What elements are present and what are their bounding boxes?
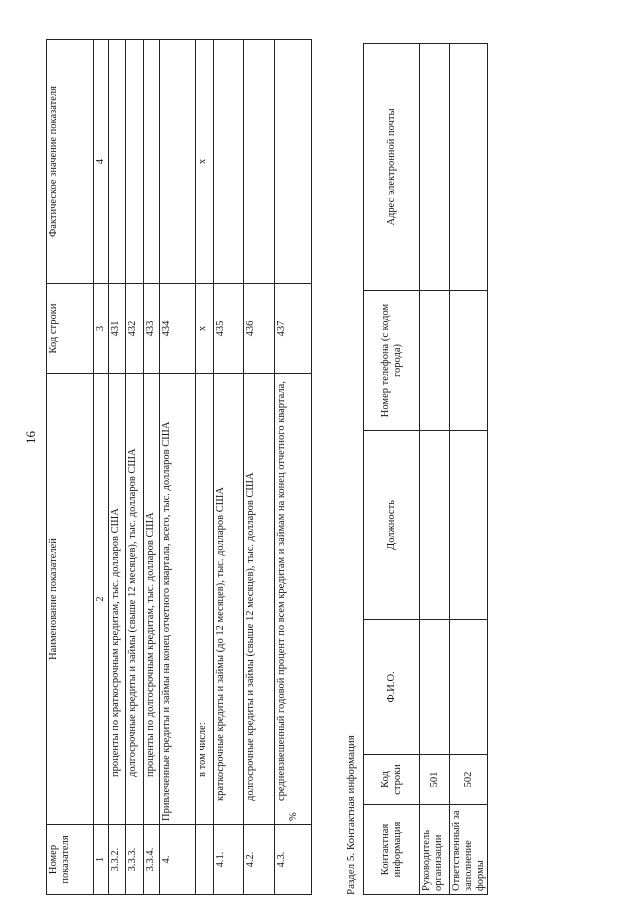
indicator-name-cell: долгосрочные кредиты и займы (свыше 12 месяцев), тыс. долларов США xyxy=(243,374,274,825)
phone-cell xyxy=(420,291,450,431)
rotated-content xyxy=(46,40,526,895)
indicator-name-cell: краткосрочные кредиты и займы (до 12 месяцев), тыс. долларов США xyxy=(213,374,243,825)
line-code-cell: 437 xyxy=(274,284,311,374)
table-row xyxy=(125,40,143,895)
section-title: Раздел 5. Контактная информация xyxy=(345,735,357,895)
position-cell xyxy=(450,431,488,620)
column-numbering-row xyxy=(94,40,109,895)
line-code-cell: 502 xyxy=(450,755,488,805)
indicator-number-cell: 3.3.3. xyxy=(125,825,143,895)
email-cell xyxy=(450,44,488,291)
indicators-table xyxy=(46,39,312,895)
actual-value-cell xyxy=(243,40,274,284)
line-code-cell: 431 xyxy=(108,284,125,374)
line-code-cell: 432 xyxy=(125,284,143,374)
column-number: 3 xyxy=(94,284,109,374)
line-code-cell: 434 xyxy=(159,284,195,374)
line-code-cell: 435 xyxy=(213,284,243,374)
indicator-number-cell: 4.3. xyxy=(274,825,311,895)
actual-value-cell: x xyxy=(195,40,213,284)
column-number: 1 xyxy=(94,825,109,895)
line-code-cell: 501 xyxy=(420,755,450,805)
page-number: 16 xyxy=(23,431,38,444)
contacts-row xyxy=(450,44,488,895)
contact-label-cell: Руководитель организации xyxy=(420,805,450,895)
indicator-number-cell xyxy=(195,825,213,895)
indicator-number-cell: 3.3.4. xyxy=(143,825,159,895)
column-number: 4 xyxy=(94,40,109,284)
table-row xyxy=(213,40,243,895)
phone-cell xyxy=(450,291,488,431)
table-row xyxy=(159,40,195,895)
column-header: Номер телефона (с кодом города) xyxy=(364,291,420,431)
position-cell xyxy=(420,431,450,620)
actual-value-cell xyxy=(159,40,195,284)
indicator-name-cell: Привлеченные кредиты и займы на конец отчетного квартала, всего, тыс. долларов США xyxy=(159,374,195,825)
table-row xyxy=(243,40,274,895)
table-row xyxy=(108,40,125,895)
column-header: Код строки xyxy=(47,284,94,374)
line-code-cell: 433 xyxy=(143,284,159,374)
indicator-name-cell: долгосрочные кредиты и займы (свыше 12 месяцев), тыс. долларов США xyxy=(125,374,143,825)
indicator-number-cell: 3.3.2. xyxy=(108,825,125,895)
contacts-row xyxy=(420,44,450,895)
column-header: Номер показателя xyxy=(47,825,94,895)
actual-value-cell xyxy=(213,40,243,284)
table-row xyxy=(195,40,213,895)
table-row xyxy=(274,40,311,895)
indicator-name-cell: проценты по краткосрочным кредитам, тыс. долларов США xyxy=(108,374,125,825)
column-header: Код строки xyxy=(364,755,420,805)
indicator-number-cell: 4.1. xyxy=(213,825,243,895)
contacts-table xyxy=(363,43,488,895)
contacts-header-row xyxy=(364,44,420,895)
fio-cell xyxy=(420,620,450,755)
indicator-number-cell: 4. xyxy=(159,825,195,895)
column-number: 2 xyxy=(94,374,109,825)
column-header: Наименование показателей xyxy=(47,374,94,825)
column-header: Фактическое значение показателя xyxy=(47,40,94,284)
column-header: Ф.И.О. xyxy=(364,620,420,755)
table-row xyxy=(143,40,159,895)
line-code-cell: x xyxy=(195,284,213,374)
indicator-name-cell: средневзвешенный годовой процент по всем кредитам и займам на конец отчетного квартала, % xyxy=(274,374,311,825)
fio-cell xyxy=(450,620,488,755)
column-header: Контактная информация xyxy=(364,805,420,895)
indicator-name-cell: в том числе: xyxy=(195,374,213,825)
table-header-row xyxy=(47,40,94,895)
actual-value-cell xyxy=(274,40,311,284)
actual-value-cell xyxy=(125,40,143,284)
contact-label-cell: Ответственный за заполнение формы xyxy=(450,805,488,895)
column-header: Адрес электронной почты xyxy=(364,44,420,291)
actual-value-cell xyxy=(143,40,159,284)
line-code-cell: 436 xyxy=(243,284,274,374)
actual-value-cell xyxy=(108,40,125,284)
indicator-name-cell: проценты по долгосрочным кредитам, тыс. долларов США xyxy=(143,374,159,825)
email-cell xyxy=(420,44,450,291)
indicator-number-cell: 4.2. xyxy=(243,825,274,895)
column-header: Должность xyxy=(364,431,420,620)
